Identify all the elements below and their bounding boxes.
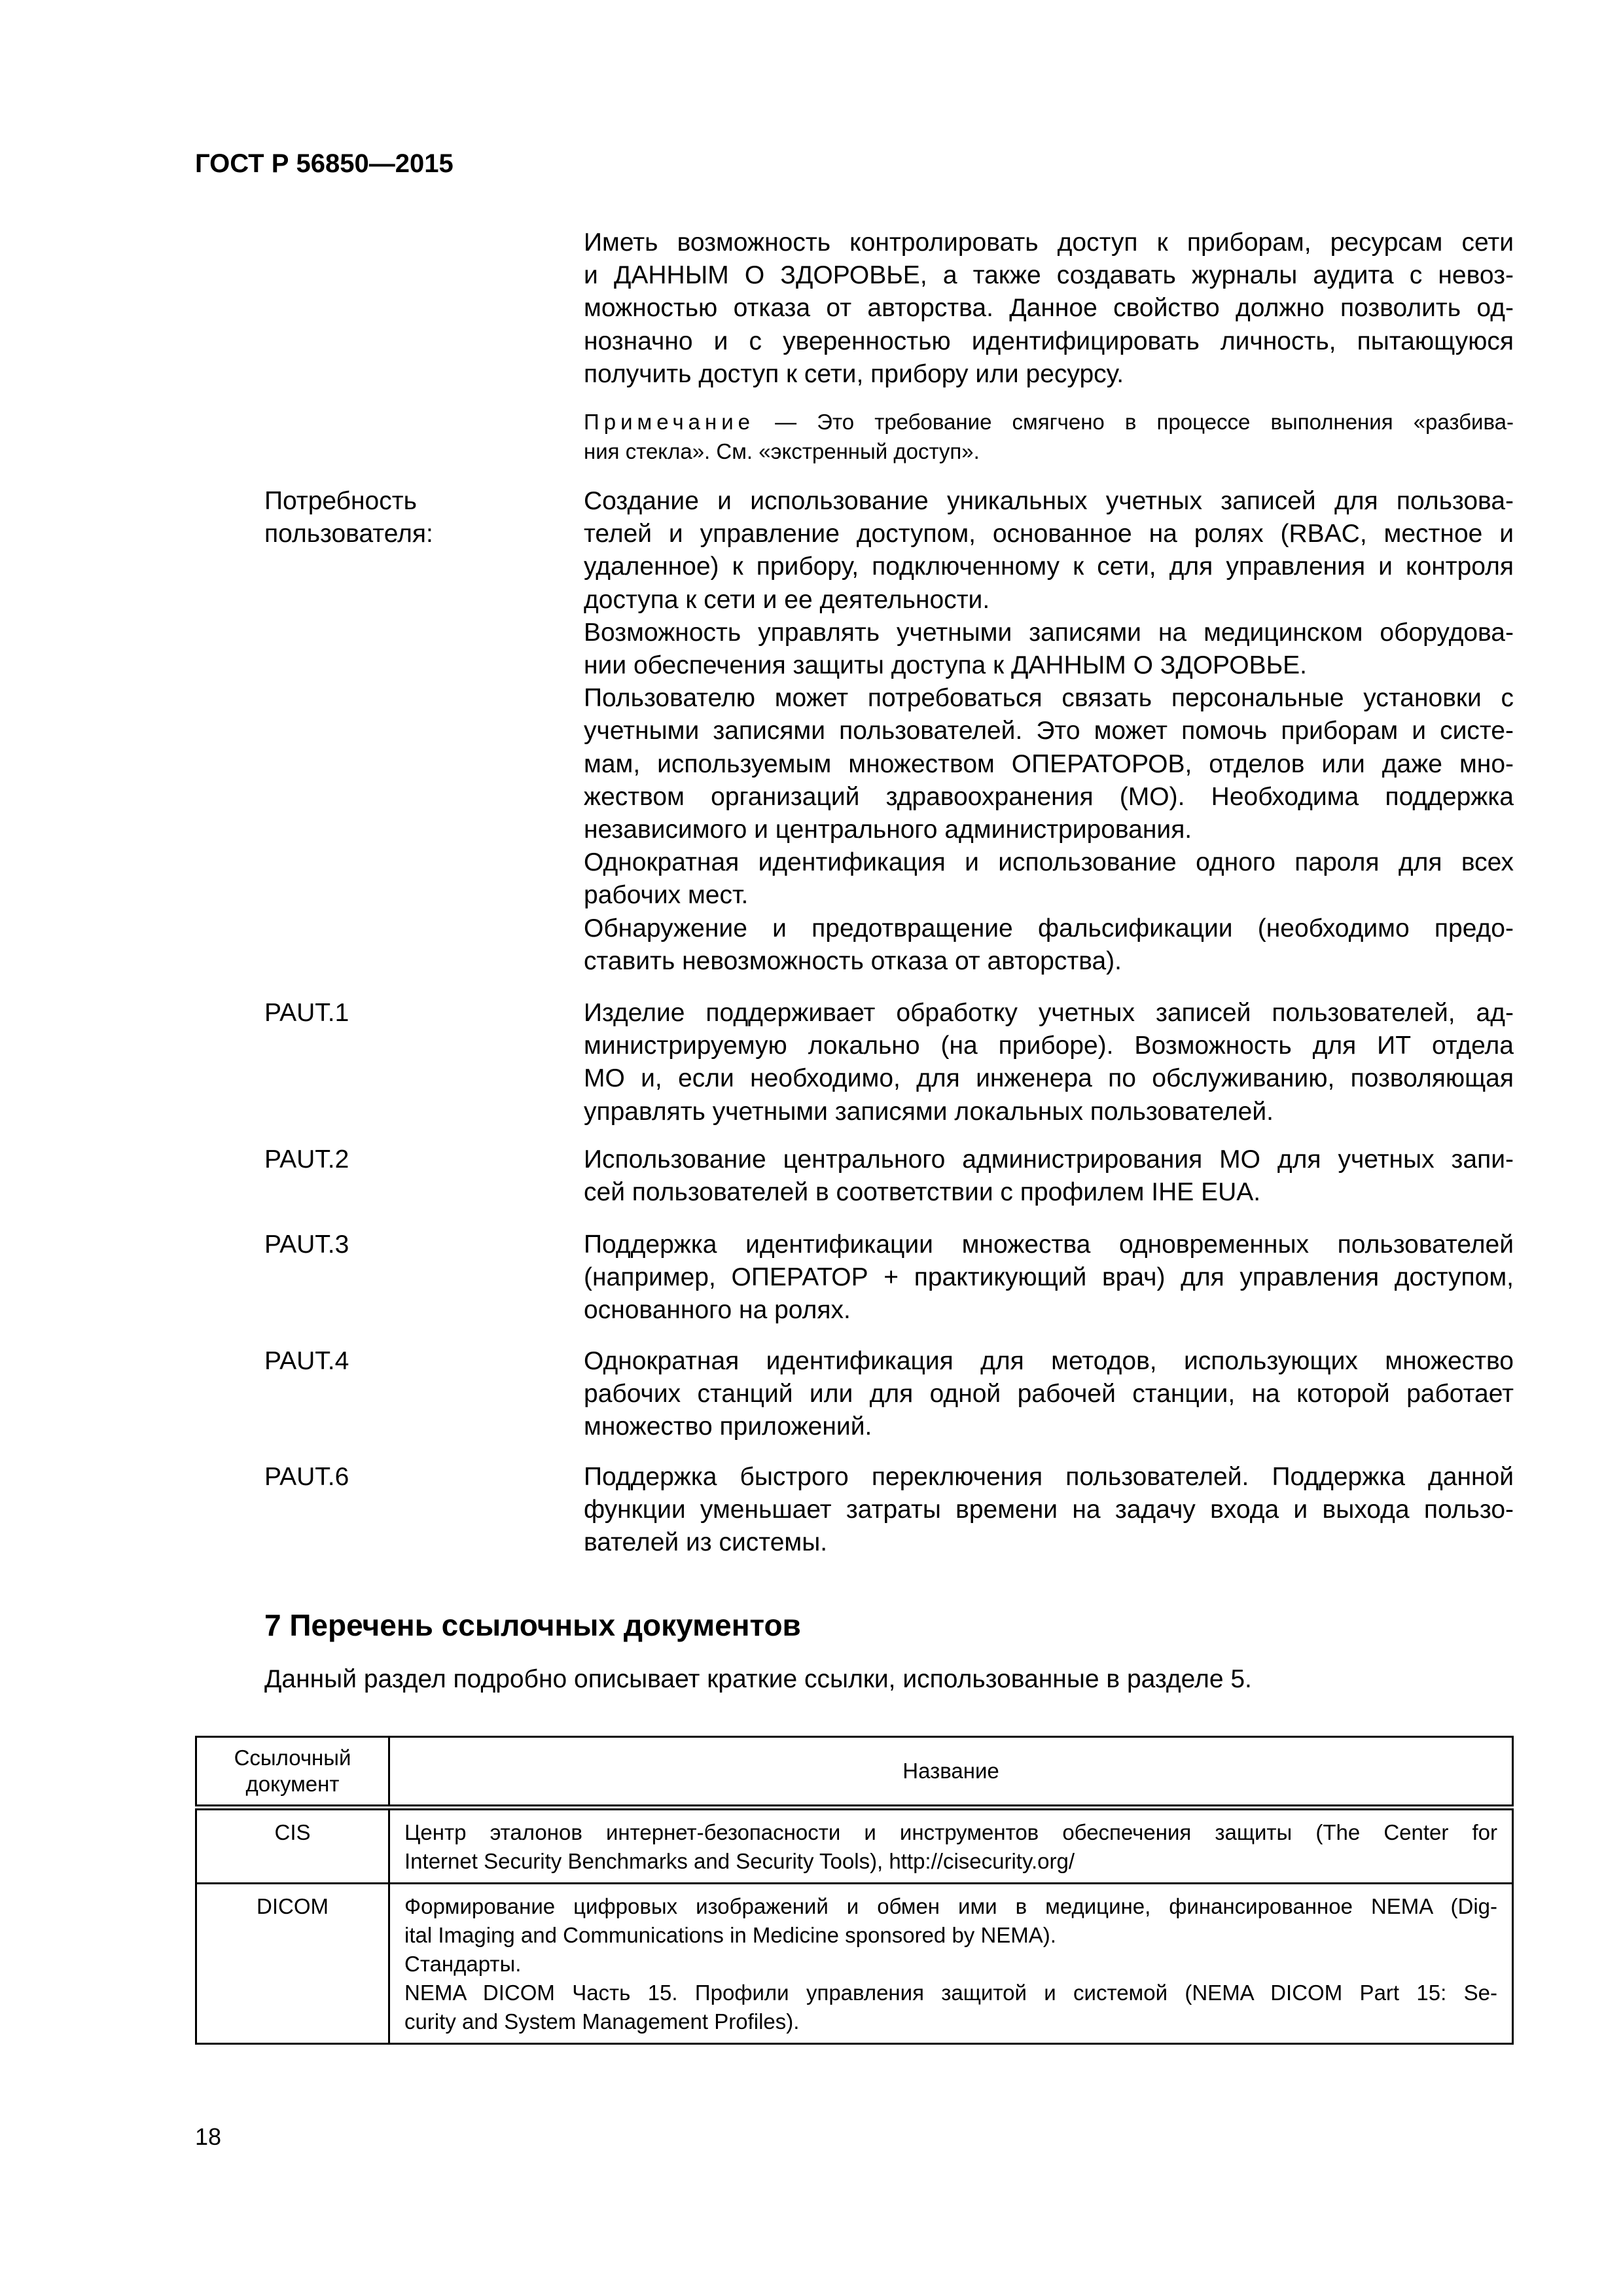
label-line: Потребность bbox=[264, 487, 417, 515]
text-line: Обнаружение и предотвращение фальсификации (необходимо предо- bbox=[584, 914, 1514, 942]
text-line: сей пользователей в соответствии с профилем IHE EUA. bbox=[584, 1178, 1261, 1207]
requirement-id: PAUT.6 bbox=[264, 1463, 349, 1491]
note bbox=[584, 407, 1514, 466]
user-need-paragraph bbox=[584, 682, 1514, 846]
text-line: управлять учетными записями локальных пользователей. bbox=[584, 1097, 1274, 1126]
text-line: вателей из системы. bbox=[584, 1528, 828, 1557]
text-line: министрируемую локально (на приборе). Возможность для ИТ отдела bbox=[584, 1031, 1514, 1060]
note-label: Примечание bbox=[584, 410, 755, 434]
user-need-paragraph bbox=[584, 617, 1514, 682]
column-header-ref: Ссылочный документ bbox=[196, 1737, 389, 1808]
text-line: жеством организаций здравоохранения (МО). Необходима поддержка bbox=[584, 782, 1514, 811]
requirement-id: PAUT.1 bbox=[264, 999, 349, 1027]
text-line: Поддержка быстрого переключения пользователей. Поддержка данной bbox=[584, 1463, 1514, 1491]
title-cell bbox=[389, 1884, 1513, 2044]
requirement-id: PAUT.2 bbox=[264, 1145, 349, 1174]
text-line: Поддержка идентификации множества одновременных пользователей bbox=[584, 1230, 1514, 1259]
text-line: Изделие поддерживает обработку учетных записей пользователей, ад- bbox=[584, 999, 1514, 1027]
text-line: получить доступ к сети, прибору или ресурсу. bbox=[584, 359, 1124, 388]
user-need-text bbox=[584, 485, 1514, 978]
text-line: нии обеспечения защиты доступа к ДАННЫМ О ЗДОРОВЬЕ. bbox=[584, 651, 1308, 680]
title-cell bbox=[389, 1808, 1513, 1884]
requirement-text bbox=[584, 997, 1514, 1128]
user-need-label bbox=[264, 485, 433, 550]
text-line: рабочих станций или для одной рабочей станции, на которой работает bbox=[584, 1380, 1514, 1408]
text-line: (например, ОПЕРАТОР + практикующий врач) для управления доступом, bbox=[584, 1263, 1514, 1292]
note-line: ния стекла». См. «экстренный доступ». bbox=[584, 439, 980, 463]
user-need-paragraph bbox=[584, 485, 1514, 617]
section-intro: Данный раздел подробно описывает краткие ссылки, использованные в разделе 5. bbox=[264, 1665, 1252, 1693]
requirement-text bbox=[584, 1229, 1514, 1327]
text-line: Иметь возможность контролировать доступ к приборам, ресурсам сети bbox=[584, 228, 1514, 257]
label-line: пользователя: bbox=[264, 520, 433, 548]
text-line: рабочих мест. bbox=[584, 881, 749, 910]
note-line: — Это требование смягчено в процессе выполнения «разбива- bbox=[775, 410, 1514, 434]
text-line: Формирование цифровых изображений и обмен ими в медицине, финансированное NEMA (Dig- bbox=[404, 1894, 1497, 1918]
section-heading: 7 Перечень ссылочных документов bbox=[264, 1608, 801, 1642]
text-line: Создание и использование уникальных учетных записей для пользова- bbox=[584, 487, 1514, 515]
requirement-text bbox=[584, 1461, 1514, 1560]
text-line: Internet Security Benchmarks and Security Tools), http://cisecurity.org/ bbox=[404, 1849, 1075, 1873]
text-line: curity and System Management Profiles). bbox=[404, 2009, 800, 2034]
text-line: Стандарты. bbox=[404, 1952, 522, 1976]
text-line: независимого и центрального администрирования. bbox=[584, 816, 1192, 844]
text-line: Возможность управлять учетными записями на медицинском оборудова- bbox=[584, 618, 1514, 647]
text-line: учетными записями пользователей. Это может помочь приборам и систе- bbox=[584, 717, 1514, 745]
ref-cell: CIS bbox=[196, 1808, 389, 1884]
user-need-paragraph bbox=[584, 846, 1514, 912]
user-need-paragraph bbox=[584, 912, 1514, 978]
text-line: основанного на ролях. bbox=[584, 1296, 851, 1325]
intro-paragraph bbox=[584, 226, 1514, 391]
text-line: ставить невозможность отказа от авторства). bbox=[584, 946, 1122, 975]
text-line: телей и управление доступом, основанное на ролях (RBAC, местное и bbox=[584, 520, 1514, 548]
ref-cell: DICOM bbox=[196, 1884, 389, 2044]
text-line: Однократная идентификация и использование одного пароля для всех bbox=[584, 848, 1514, 877]
text-line: функции уменьшает затраты времени на задачу входа и выхода пользо- bbox=[584, 1496, 1514, 1524]
text-line: мам, используемым множеством ОПЕРАТОРОВ, отделов или даже мно- bbox=[584, 749, 1514, 778]
text-line: NEMA DICOM Часть 15. Профили управления защитой и системой (NEMA DICOM Part 15: Se- bbox=[404, 1981, 1497, 2005]
text-line: ital Imaging and Communications in Medicine sponsored by NEMA). bbox=[404, 1923, 1056, 1947]
references-table bbox=[195, 1736, 1514, 2045]
text-line: Использование центрального администрирования МО для учетных запи- bbox=[584, 1145, 1514, 1174]
text-line: можностью отказа от авторства. Данное свойство должно позволить од- bbox=[584, 294, 1514, 323]
text-line: и ДАННЫМ О ЗДОРОВЬЕ, а также создавать журналы аудита с невоз- bbox=[584, 261, 1514, 290]
text-line: множество приложений. bbox=[584, 1412, 872, 1441]
requirement-id: PAUT.4 bbox=[264, 1347, 349, 1375]
page-number: 18 bbox=[195, 2123, 222, 2150]
text-line: Центр эталонов интернет-безопасности и инструментов обеспечения защиты (The Center for bbox=[404, 1820, 1497, 1844]
column-header-title: Название bbox=[389, 1737, 1513, 1808]
text-line: Пользователю может потребоваться связать персональные установки с bbox=[584, 684, 1514, 713]
requirement-text bbox=[584, 1345, 1514, 1444]
table-row bbox=[196, 1808, 1513, 1884]
document-header: ГОСТ Р 56850—2015 bbox=[195, 149, 454, 178]
requirement-text bbox=[584, 1143, 1514, 1209]
text-line: нозначно и с уверенностью идентифицировать личность, пытающуюся bbox=[584, 327, 1514, 355]
text-line: доступа к сети и ее деятельности. bbox=[584, 585, 990, 614]
table-row bbox=[196, 1884, 1513, 2044]
text-line: удаленное) к прибору, подключенному к сети, для управления и контроля bbox=[584, 552, 1514, 581]
requirement-id: PAUT.3 bbox=[264, 1230, 349, 1259]
text-line: Однократная идентификация для методов, использующих множество bbox=[584, 1347, 1514, 1375]
text-line: МО и, если необходимо, для инженера по обслуживанию, позволяющая bbox=[584, 1064, 1514, 1093]
